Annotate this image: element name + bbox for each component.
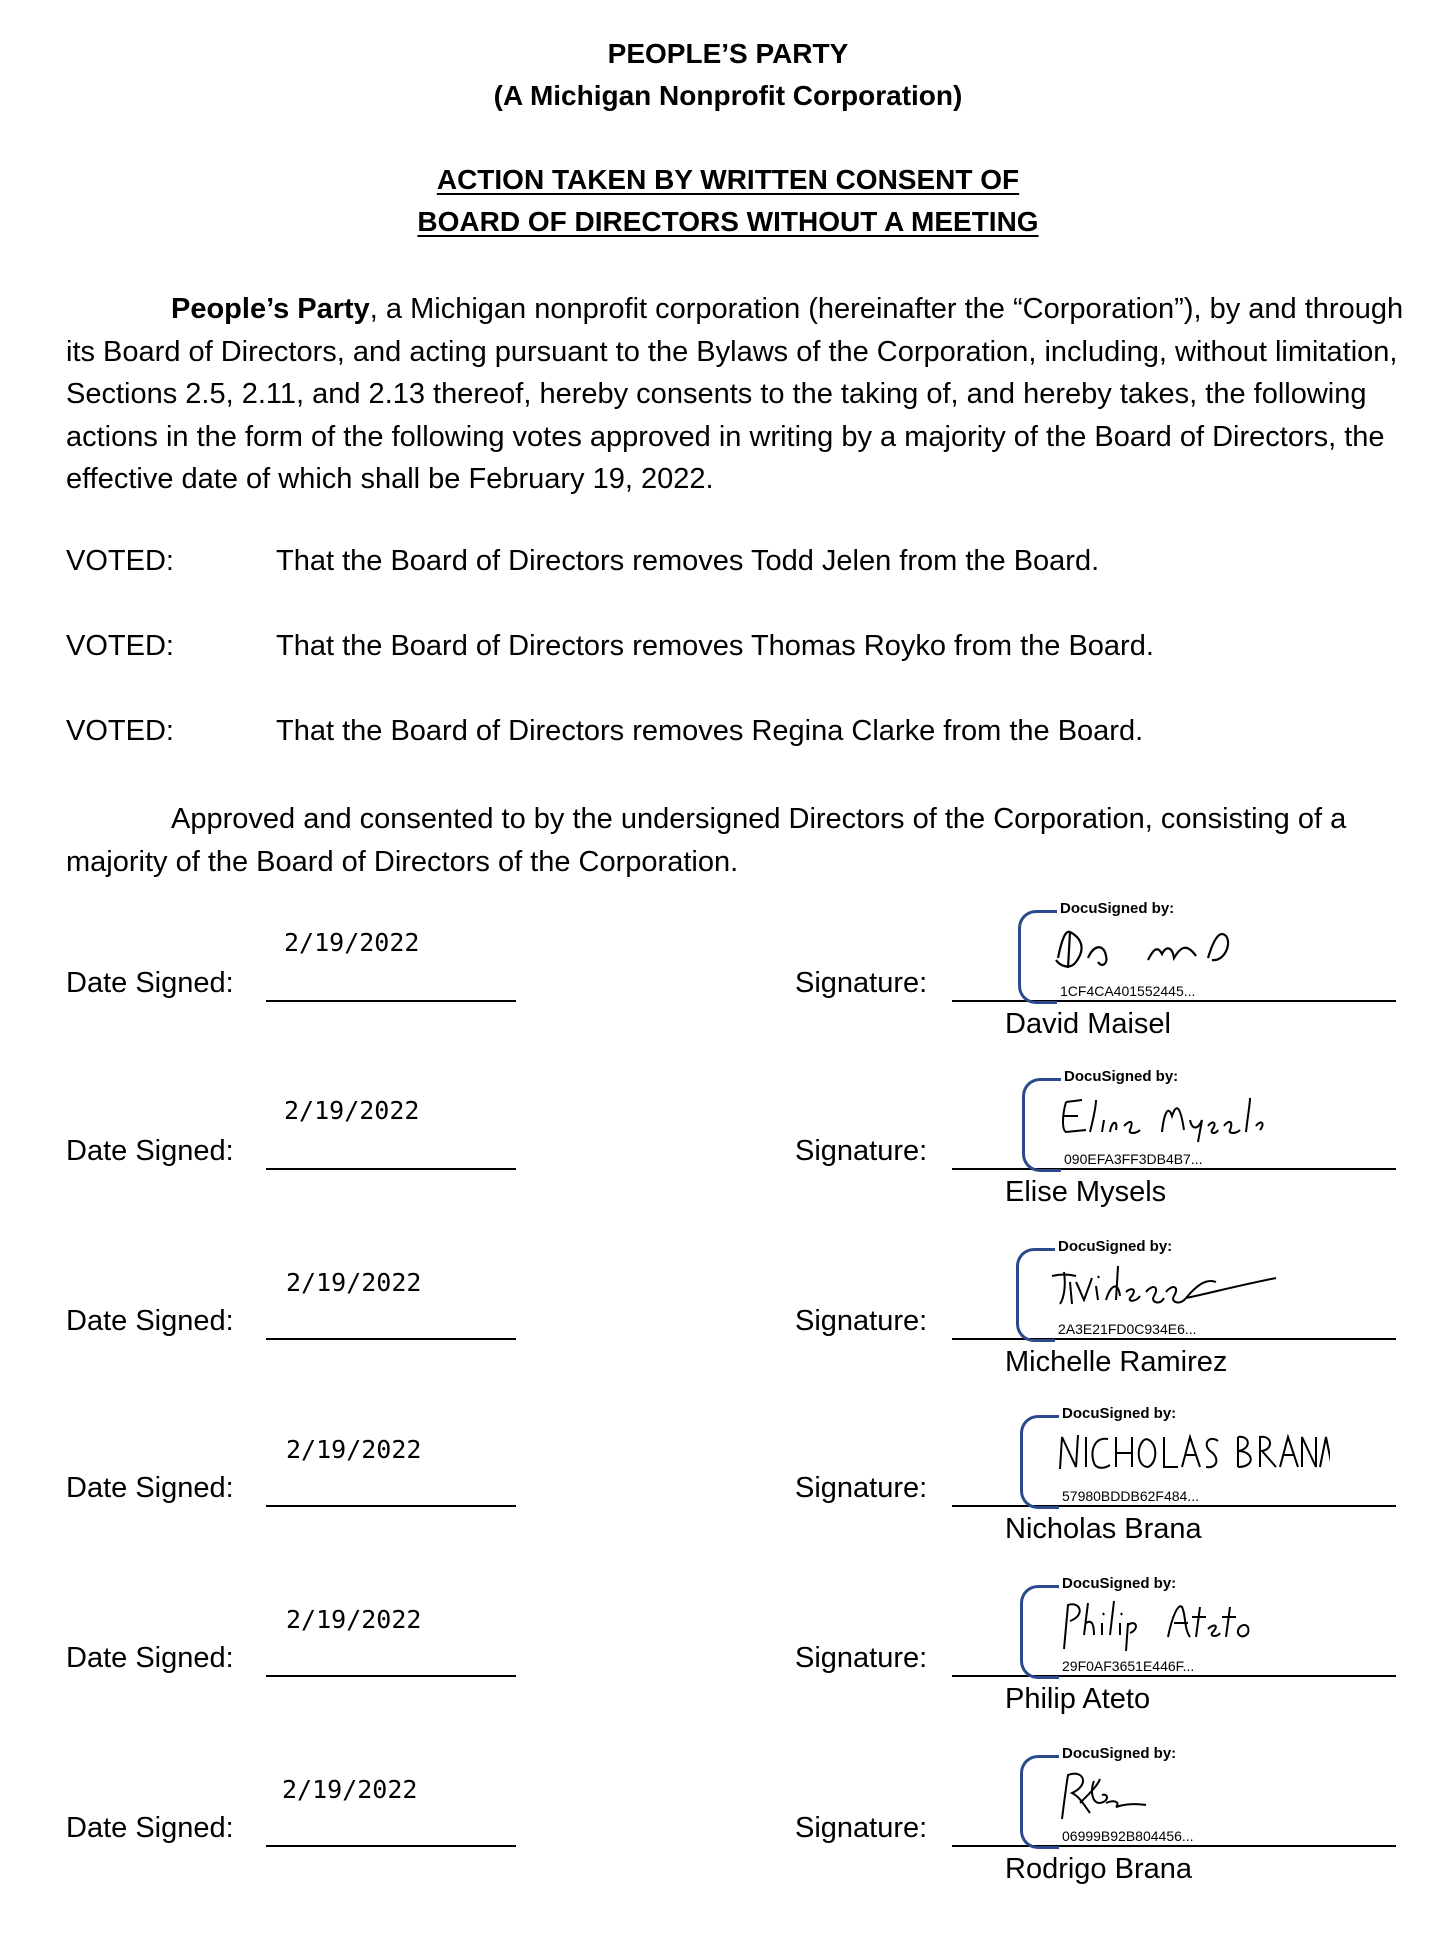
- docusigned-by-label: DocuSigned by:: [1058, 1238, 1173, 1255]
- approval-paragraph: Approved and consented to by the undersigned Directors of the Corporation, consisting of a majority of the Board of Directors of the Corporation.: [66, 803, 1347, 878]
- date-signed-label: Date Signed:: [66, 1135, 234, 1167]
- envelope-id: 090EFA3FF3DB4B7...: [1064, 1151, 1203, 1167]
- intro-bold-lead: People’s Party: [171, 293, 370, 325]
- signer-name: Philip Ateto: [1005, 1683, 1151, 1715]
- vote-text: That the Board of Directors removes Todd Jelen from the Board.: [276, 545, 1100, 577]
- signature-block: [0, 1575, 1456, 1745]
- intro-text: , a Michigan nonprofit corporation (hereinafter the “Corporation”), by and through its Board of Directors, and acting pursuant to the Bylaws of the Corporation, including, without limitation, Sections 2.5, 2.11, and 2.13 thereof, hereby consents to the taking of, and hereby takes, the following actions in the form of the following votes approved in writing by a majority of the Board of Directors, the effective date of which shall be February 19, 2022.: [66, 293, 1404, 495]
- vote-label: VOTED:: [66, 715, 174, 747]
- signature-block: [0, 1068, 1456, 1238]
- date-value: 2/19/2022: [286, 1435, 422, 1464]
- org-type: (A Michigan Nonprofit Corporation): [493, 80, 963, 111]
- docusign-stamp: [1018, 900, 1348, 1005]
- signature-label: Signature:: [795, 1472, 928, 1504]
- docusigned-by-label: DocuSigned by:: [1064, 1068, 1179, 1085]
- docusign-stamp: [1022, 1068, 1352, 1173]
- docusigned-by-label: DocuSigned by:: [1062, 1745, 1177, 1762]
- handwritten-signature: [1048, 918, 1308, 978]
- vote-text: That the Board of Directors removes Regina Clarke from the Board.: [276, 715, 1144, 747]
- signer-name: Michelle Ramirez: [1005, 1346, 1228, 1378]
- date-value: 2/19/2022: [284, 928, 420, 957]
- date-signed-label: Date Signed:: [66, 967, 234, 999]
- date-line: [266, 1505, 516, 1507]
- intro-paragraph: [66, 288, 1426, 501]
- signer-name: Rodrigo Brana: [1005, 1853, 1192, 1885]
- signature-label: Signature:: [795, 1642, 928, 1674]
- signer-name: David Maisel: [1005, 1008, 1171, 1040]
- date-line: [266, 1168, 516, 1170]
- signature-block: [0, 1745, 1456, 1915]
- signature-block: [0, 1238, 1456, 1408]
- docusign-stamp: [1020, 1575, 1350, 1680]
- date-value: 2/19/2022: [286, 1605, 422, 1634]
- envelope-id: 2A3E21FD0C934E6...: [1058, 1321, 1197, 1337]
- handwritten-signature: [1052, 1086, 1312, 1146]
- date-line: [266, 1338, 516, 1340]
- handwritten-signature: [1050, 1593, 1290, 1655]
- signer-name: Elise Mysels: [1005, 1176, 1167, 1208]
- date-signed-label: Date Signed:: [66, 1812, 234, 1844]
- docusign-stamp: [1016, 1238, 1346, 1343]
- date-value: 2/19/2022: [286, 1268, 422, 1297]
- handwritten-signature: [1046, 1256, 1306, 1318]
- doc-title-line2: BOARD OF DIRECTORS WITHOUT A MEETING: [417, 206, 1039, 237]
- date-line: [266, 1845, 516, 1847]
- date-signed-label: Date Signed:: [66, 1472, 234, 1504]
- docusign-stamp: [1020, 1405, 1350, 1510]
- signature-label: Signature:: [795, 1305, 928, 1337]
- date-line: [266, 1000, 516, 1002]
- signature-label: Signature:: [795, 1812, 928, 1844]
- envelope-id: 06999B92B804456...: [1062, 1828, 1194, 1844]
- signer-name: Nicholas Brana: [1005, 1513, 1202, 1545]
- vote-label: VOTED:: [66, 630, 174, 662]
- org-name: PEOPLE’S PARTY: [607, 38, 849, 69]
- date-value: 2/19/2022: [284, 1096, 420, 1125]
- envelope-id: 57980BDDB62F484...: [1062, 1488, 1199, 1504]
- date-value: 2/19/2022: [282, 1775, 418, 1804]
- signature-label: Signature:: [795, 1135, 928, 1167]
- handwritten-signature: [1050, 1423, 1330, 1483]
- doc-title-line1: ACTION TAKEN BY WRITTEN CONSENT OF: [436, 164, 1020, 195]
- docusign-stamp: [1020, 1745, 1350, 1850]
- docusigned-by-label: DocuSigned by:: [1062, 1405, 1177, 1422]
- signature-block: [0, 1405, 1456, 1575]
- date-signed-label: Date Signed:: [66, 1642, 234, 1674]
- handwritten-signature: [1050, 1763, 1210, 1825]
- signature-label: Signature:: [795, 967, 928, 999]
- date-signed-label: Date Signed:: [66, 1305, 234, 1337]
- docusigned-by-label: DocuSigned by:: [1062, 1575, 1177, 1592]
- date-line: [266, 1675, 516, 1677]
- docusigned-by-label: DocuSigned by:: [1060, 900, 1175, 917]
- envelope-id: 29F0AF3651E446F...: [1062, 1658, 1195, 1674]
- vote-text: That the Board of Directors removes Thomas Royko from the Board.: [276, 630, 1154, 662]
- vote-label: VOTED:: [66, 545, 174, 577]
- signature-block: [0, 900, 1456, 1070]
- envelope-id: 1CF4CA401552445...: [1060, 983, 1196, 999]
